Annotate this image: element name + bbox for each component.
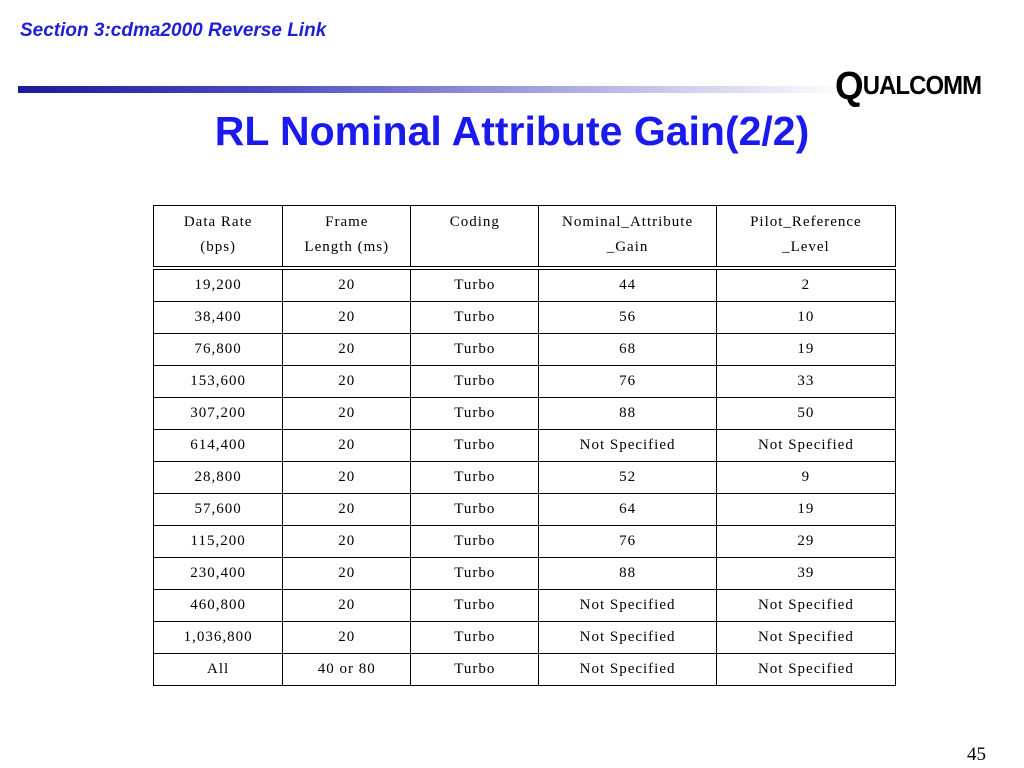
cell-data-rate: 115,200	[154, 526, 283, 558]
cell-pilot-level: 29	[716, 526, 895, 558]
header-data-rate	[154, 206, 283, 269]
table-row	[154, 622, 896, 654]
cell-data-rate: 19,200	[154, 268, 283, 302]
header-line: _Level	[782, 239, 830, 255]
cell-data-rate: 76,800	[154, 334, 283, 366]
cell-frame-length: 20	[283, 494, 411, 526]
cell-nominal-gain: 76	[539, 526, 716, 558]
table-row	[154, 366, 896, 398]
cell-coding: Turbo	[411, 654, 539, 686]
cell-frame-length: 20	[283, 302, 411, 334]
cell-nominal-gain: Not Specified	[539, 654, 716, 686]
cell-pilot-level: 2	[716, 268, 895, 302]
cell-coding: Turbo	[411, 302, 539, 334]
cell-pilot-level: 50	[716, 398, 895, 430]
cell-coding: Turbo	[411, 366, 539, 398]
cell-pilot-level: Not Specified	[716, 622, 895, 654]
header-pilot-reference-level	[716, 206, 895, 269]
cell-coding: Turbo	[411, 590, 539, 622]
header-frame-length	[283, 206, 411, 269]
attribute-gain-table	[153, 205, 896, 686]
cell-data-rate: 614,400	[154, 430, 283, 462]
cell-nominal-gain: 76	[539, 366, 716, 398]
cell-pilot-level: Not Specified	[716, 590, 895, 622]
cell-frame-length: 20	[283, 462, 411, 494]
cell-coding: Turbo	[411, 398, 539, 430]
header-line: _Gain	[606, 239, 649, 255]
header-line: Frame	[325, 214, 369, 230]
cell-data-rate: All	[154, 654, 283, 686]
cell-nominal-gain: Not Specified	[539, 590, 716, 622]
cell-pilot-level: Not Specified	[716, 430, 895, 462]
cell-nominal-gain: 68	[539, 334, 716, 366]
cell-frame-length: 20	[283, 430, 411, 462]
header-nominal-attribute-gain	[539, 206, 716, 269]
cell-coding: Turbo	[411, 622, 539, 654]
section-title: Section 3:cdma2000 Reverse Link	[20, 20, 327, 41]
logo-letters: UALCOMM	[862, 70, 982, 100]
table-row	[154, 526, 896, 558]
cell-data-rate: 28,800	[154, 462, 283, 494]
header-coding	[411, 206, 539, 269]
slide-title: RL Nominal Attribute Gain(2/2)	[214, 108, 810, 154]
cell-nominal-gain: 64	[539, 494, 716, 526]
cell-coding: Turbo	[411, 430, 539, 462]
cell-data-rate: 153,600	[154, 366, 283, 398]
table-row	[154, 494, 896, 526]
cell-coding: Turbo	[411, 526, 539, 558]
cell-nominal-gain: 52	[539, 462, 716, 494]
cell-pilot-level: Not Specified	[716, 654, 895, 686]
cell-frame-length: 20	[283, 268, 411, 302]
cell-data-rate: 307,200	[154, 398, 283, 430]
cell-data-rate: 460,800	[154, 590, 283, 622]
header-line: Pilot_Reference	[750, 214, 862, 230]
table-row	[154, 302, 896, 334]
table-row	[154, 558, 896, 590]
header-line: Coding	[449, 214, 500, 230]
header-line: Nominal_Attribute	[561, 214, 694, 230]
cell-coding: Turbo	[411, 334, 539, 366]
cell-coding: Turbo	[411, 494, 539, 526]
cell-pilot-level: 19	[716, 494, 895, 526]
header-line: Length (ms)	[304, 239, 390, 255]
cell-frame-length: 20	[283, 590, 411, 622]
cell-frame-length: 20	[283, 334, 411, 366]
cell-frame-length: 20	[283, 558, 411, 590]
cell-nominal-gain: Not Specified	[539, 430, 716, 462]
cell-coding: Turbo	[411, 462, 539, 494]
logo-letter-q: Q	[835, 64, 863, 108]
cell-data-rate: 1,036,800	[154, 622, 283, 654]
cell-nominal-gain: 88	[539, 558, 716, 590]
table-row	[154, 654, 896, 686]
table-row	[154, 268, 896, 302]
cell-nominal-gain: 88	[539, 398, 716, 430]
table-header-row	[154, 206, 896, 269]
cell-frame-length: 20	[283, 366, 411, 398]
table-row	[154, 590, 896, 622]
cell-coding: Turbo	[411, 268, 539, 302]
header-gradient-rule	[18, 86, 848, 93]
table-row	[154, 398, 896, 430]
cell-pilot-level: 19	[716, 334, 895, 366]
cell-pilot-level: 39	[716, 558, 895, 590]
cell-frame-length: 20	[283, 622, 411, 654]
header-line: (bps)	[200, 239, 237, 255]
table-row	[154, 462, 896, 494]
cell-frame-length: 20	[283, 526, 411, 558]
cell-data-rate: 57,600	[154, 494, 283, 526]
cell-data-rate: 38,400	[154, 302, 283, 334]
cell-coding: Turbo	[411, 558, 539, 590]
cell-pilot-level: 9	[716, 462, 895, 494]
cell-frame-length: 40 or 80	[283, 654, 411, 686]
cell-data-rate: 230,400	[154, 558, 283, 590]
cell-nominal-gain: 44	[539, 268, 716, 302]
table-row	[154, 430, 896, 462]
cell-pilot-level: 33	[716, 366, 895, 398]
cell-nominal-gain: 56	[539, 302, 716, 334]
table-row	[154, 334, 896, 366]
header-line: Data Rate	[183, 214, 253, 230]
cell-pilot-level: 10	[716, 302, 895, 334]
cell-frame-length: 20	[283, 398, 411, 430]
qualcomm-logo	[835, 64, 981, 109]
cell-nominal-gain: Not Specified	[539, 622, 716, 654]
page-number: 45	[967, 744, 986, 765]
